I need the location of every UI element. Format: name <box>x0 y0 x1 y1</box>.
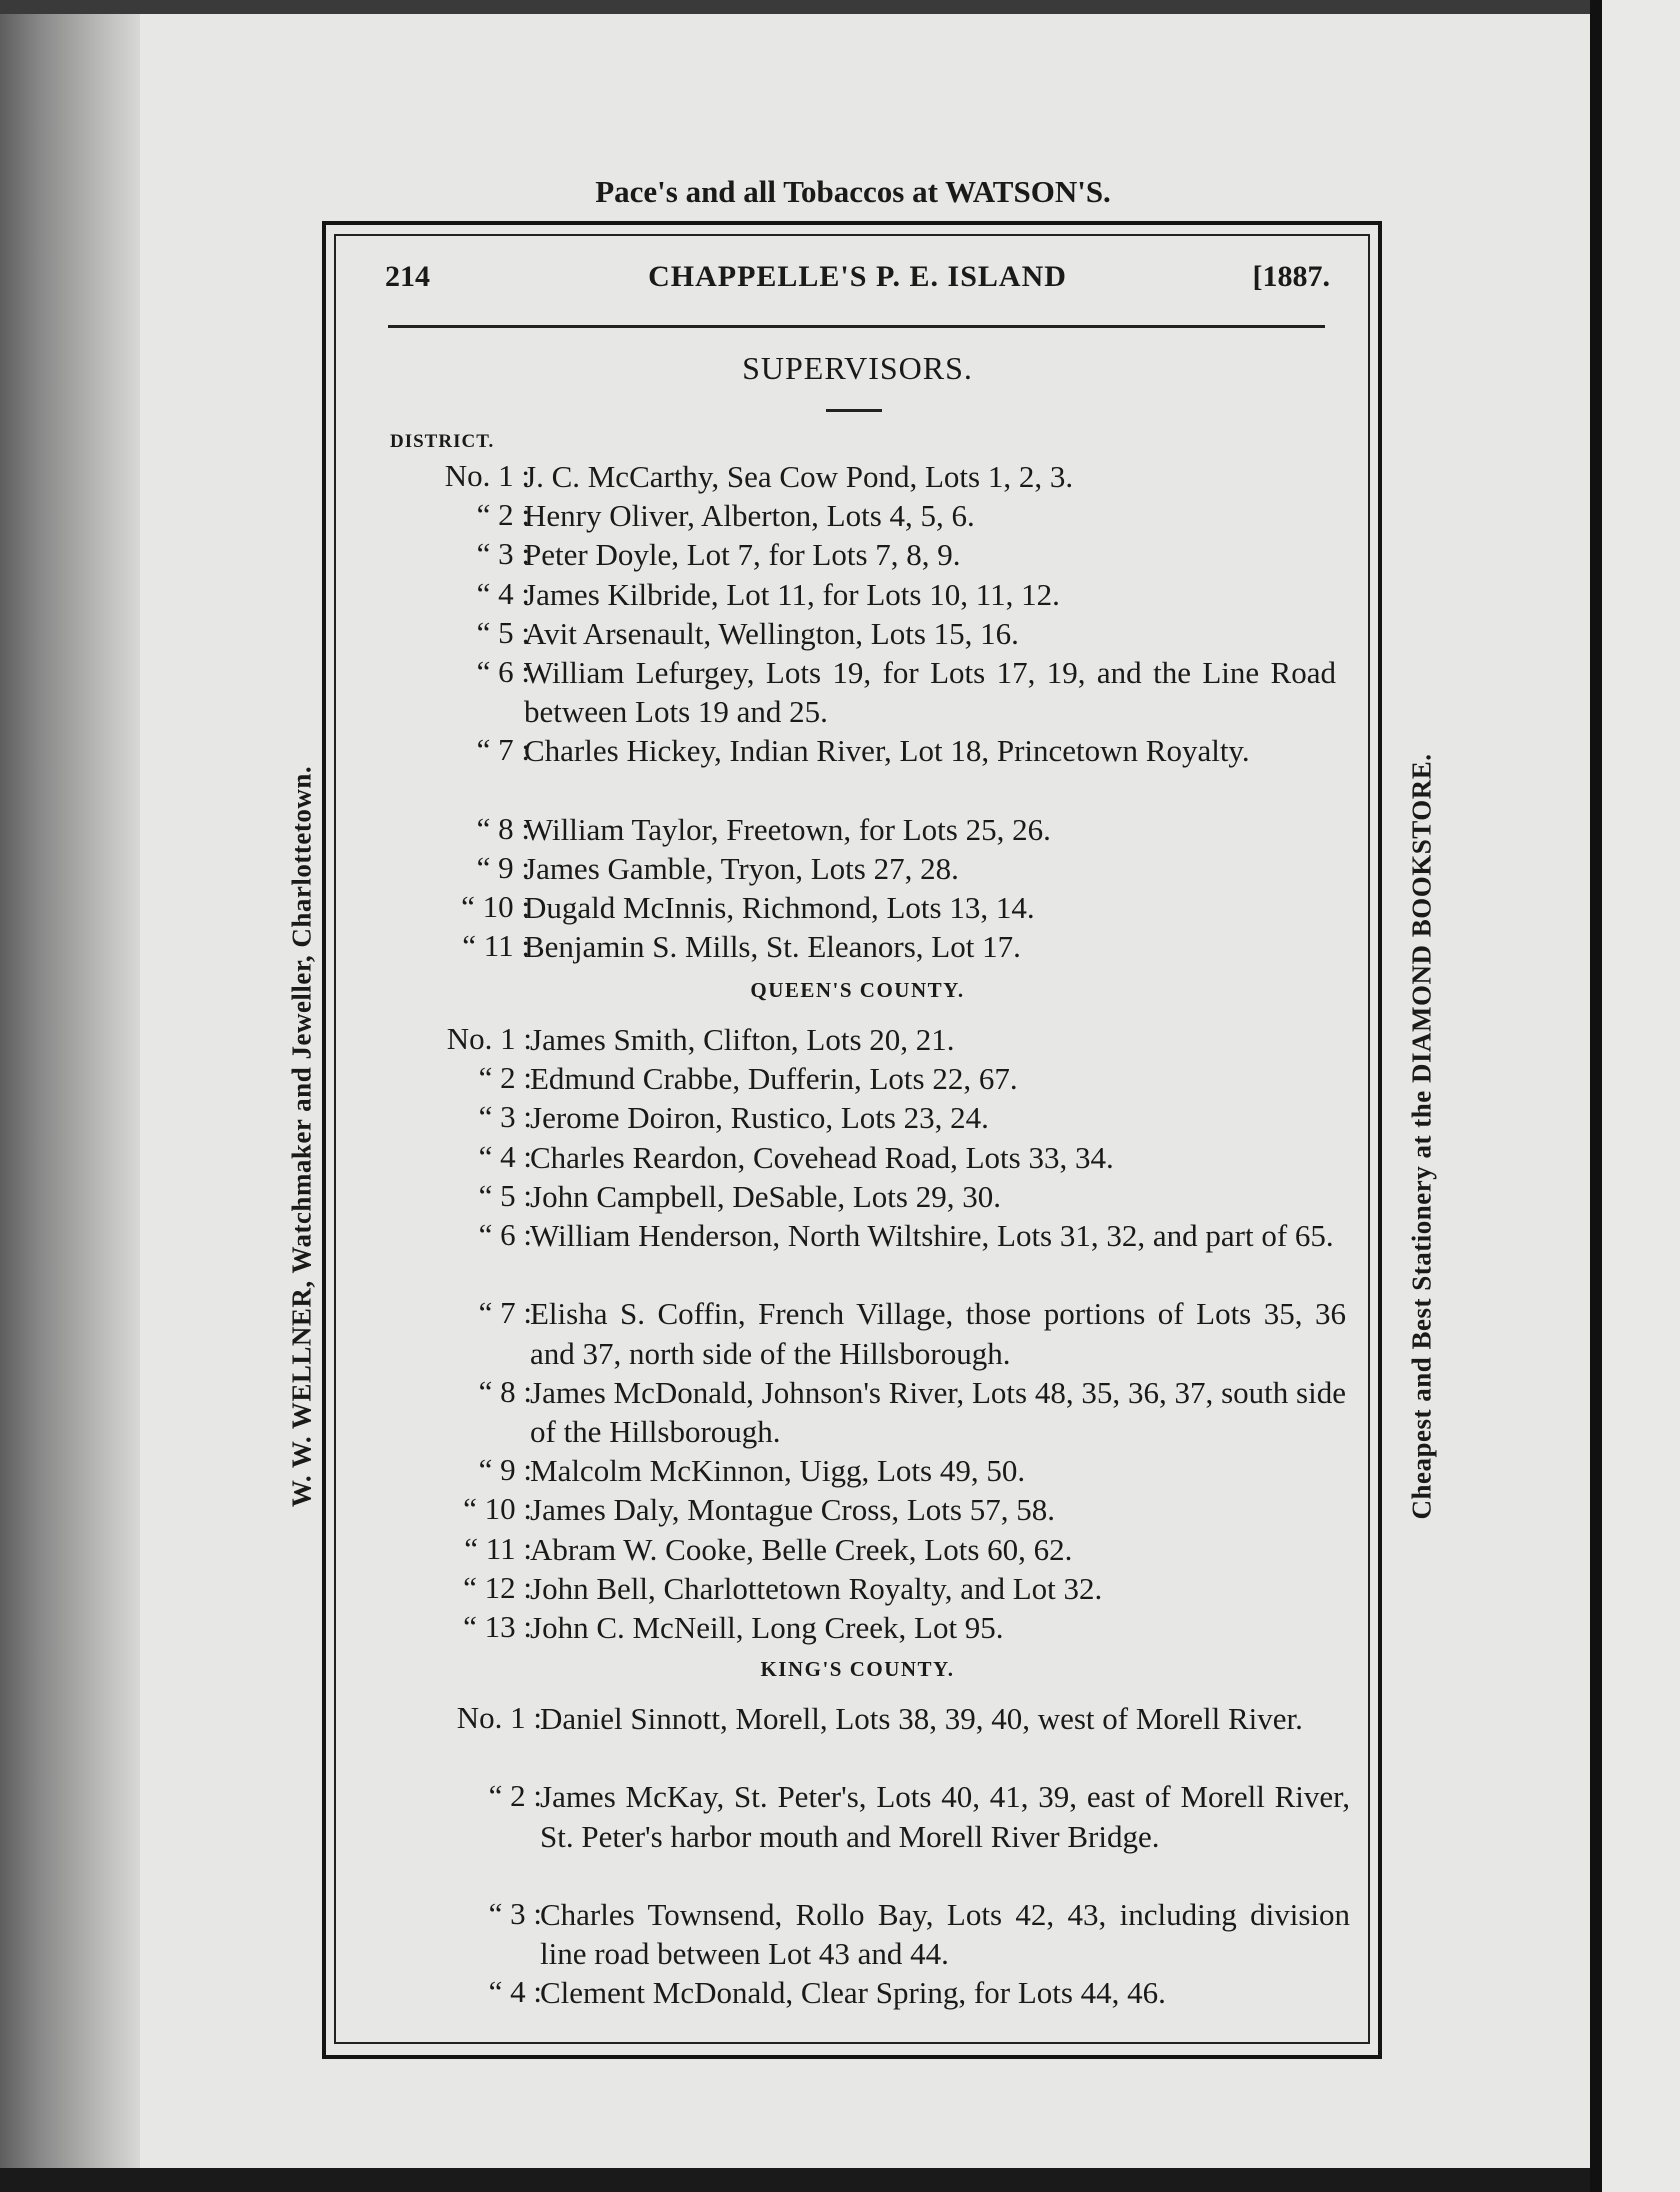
district-number: “ 3 : <box>488 1896 542 1931</box>
supervisor-entry: Avit Arsenault, Wellington, Lots 15, 16. <box>524 615 1019 651</box>
top-advertisement: Pace's and all Tobaccos at WATSON'S. <box>595 174 1111 209</box>
supervisor-entry: John Campbell, DeSable, Lots 29, 30. <box>530 1178 1001 1214</box>
district-number: “ 5 : <box>476 614 530 650</box>
supervisor-entry: John C. McNeill, Long Creek, Lot 95. <box>530 1610 1004 1645</box>
district-number: “ 13 : <box>463 1609 532 1644</box>
running-title: CHAPPELLE'S P. E. ISLAND <box>648 260 1067 293</box>
supervisor-entry: Edmund Crabbe, Dufferin, Lots 22, 67. <box>530 1061 1018 1097</box>
supervisor-entry: James Kilbride, Lot 11, for Lots 10, 11, 12. <box>524 576 1060 612</box>
district-number: “ 8 : <box>476 810 530 846</box>
supervisor-entry: William Taylor, Freetown, for Lots 25, 26. <box>524 811 1051 847</box>
supervisor-entry: Charles Hickey, Indian River, Lot 18, Princetown Royalty. <box>524 733 1250 769</box>
district-number: “ 10 : <box>463 1491 532 1527</box>
supervisor-entry: Jerome Doiron, Rustico, Lots 23, 24. <box>530 1100 989 1136</box>
district-number: “ 8 : <box>478 1373 532 1409</box>
district-number: “ 10 : <box>461 889 530 925</box>
supervisor-entry: James McKay, St. Peter's, Lots 40, 41, 39, east of Morell River, St. Peter's harbor mouth and Morell River Bridge. <box>540 1779 1350 1854</box>
district-number: No. 1 : <box>444 458 530 493</box>
supervisor-entry: William Henderson, North Wiltshire, Lots 31, 32, and part of 65. <box>530 1218 1334 1253</box>
supervisor-entry: Elisha S. Coffin, French Village, those portions of Lots 35, 36 and 37, north side of the Hillsborough. <box>530 1296 1346 1371</box>
district-number: “ 4 : <box>488 1974 542 2010</box>
book-gutter <box>1590 0 1602 2192</box>
supervisor-entry: Clement McDonald, Clear Spring, for Lots 44, 46. <box>540 1975 1166 2011</box>
district-number: “ 11 : <box>462 928 530 964</box>
district-number: “ 6 : <box>476 654 530 689</box>
district-number: “ 4 : <box>478 1138 532 1174</box>
supervisor-entry: Abram W. Cooke, Belle Creek, Lots 60, 62. <box>530 1531 1073 1567</box>
kings-county-heading: KING'S COUNTY. <box>760 1657 955 1681</box>
supervisor-entry: James Daly, Montague Cross, Lots 57, 58. <box>530 1492 1055 1528</box>
book-page-edges <box>0 0 140 2192</box>
supervisor-entry: Daniel Sinnott, Morell, Lots 38, 39, 40, west of Morell River. <box>540 1701 1303 1736</box>
section-title: SUPERVISORS. <box>742 350 973 386</box>
header-rule <box>388 325 1325 328</box>
district-number: “ 4 : <box>476 575 530 611</box>
supervisor-entry: Dugald McInnis, Richmond, Lots 13, 14. <box>524 890 1035 926</box>
district-number: No. 1 : <box>446 1021 532 1056</box>
district-number: “ 2 : <box>488 1778 542 1814</box>
scan-top-shadow <box>0 0 1680 14</box>
district-number: “ 2 : <box>478 1060 532 1096</box>
district-number: “ 11 : <box>464 1530 532 1566</box>
title-rule <box>826 409 882 412</box>
supervisor-entry: Peter Doyle, Lot 7, for Lots 7, 8, 9. <box>524 537 961 573</box>
district-number: “ 9 : <box>476 850 530 885</box>
district-number: No. 1 : <box>456 1700 542 1735</box>
district-number: “ 6 : <box>478 1217 532 1252</box>
next-page-strip <box>1602 0 1680 2192</box>
district-number: “ 3 : <box>478 1099 532 1135</box>
supervisor-entry: William Lefurgey, Lots 19, for Lots 17, 19, and the Line Road between Lots 19 and 25. <box>524 655 1336 730</box>
supervisor-entry: J. C. McCarthy, Sea Cow Pond, Lots 1, 2, 3. <box>524 459 1074 494</box>
supervisor-entry: Benjamin S. Mills, St. Eleanors, Lot 17. <box>524 929 1021 965</box>
scan-bottom-shadow <box>0 2168 1680 2192</box>
side-advertisement-right: Cheapest and Best Stationery at the DIAMOND BOOKSTORE. <box>1406 753 1437 1520</box>
supervisor-entry: James Gamble, Tryon, Lots 27, 28. <box>524 851 959 886</box>
district-number: “ 12 : <box>463 1569 532 1605</box>
district-number: “ 2 : <box>476 497 530 533</box>
queens-county-heading: QUEEN'S COUNTY. <box>750 978 965 1002</box>
district-number: “ 7 : <box>476 732 530 768</box>
supervisor-entry: James Smith, Clifton, Lots 20, 21. <box>530 1022 955 1057</box>
supervisor-entry: Charles Townsend, Rollo Bay, Lots 42, 43, including division line road between Lot 43 and 44. <box>540 1897 1350 1972</box>
supervisor-entry: James McDonald, Johnson's River, Lots 48, 35, 36, 37, south side of the Hillsborough. <box>530 1374 1346 1449</box>
district-label: DISTRICT. <box>390 431 495 452</box>
district-number: “ 7 : <box>478 1295 532 1331</box>
page-number: 214 <box>385 260 430 293</box>
supervisor-entry: Malcolm McKinnon, Uigg, Lots 49, 50. <box>530 1453 1026 1489</box>
side-advertisement-left: W. W. WELLNER, Watchmaker and Jeweller, Charlottetown. <box>286 765 317 1508</box>
supervisor-entry: Charles Reardon, Covehead Road, Lots 33, 34. <box>530 1139 1114 1175</box>
supervisor-entry: Henry Oliver, Alberton, Lots 4, 5, 6. <box>524 498 975 534</box>
running-header <box>385 260 1330 300</box>
supervisor-entry: John Bell, Charlottetown Royalty, and Lot 32. <box>530 1570 1103 1606</box>
header-year: [1887. <box>1252 260 1330 293</box>
district-number: “ 5 : <box>478 1177 532 1213</box>
district-number: “ 3 : <box>476 536 530 572</box>
district-number: “ 9 : <box>478 1452 532 1488</box>
